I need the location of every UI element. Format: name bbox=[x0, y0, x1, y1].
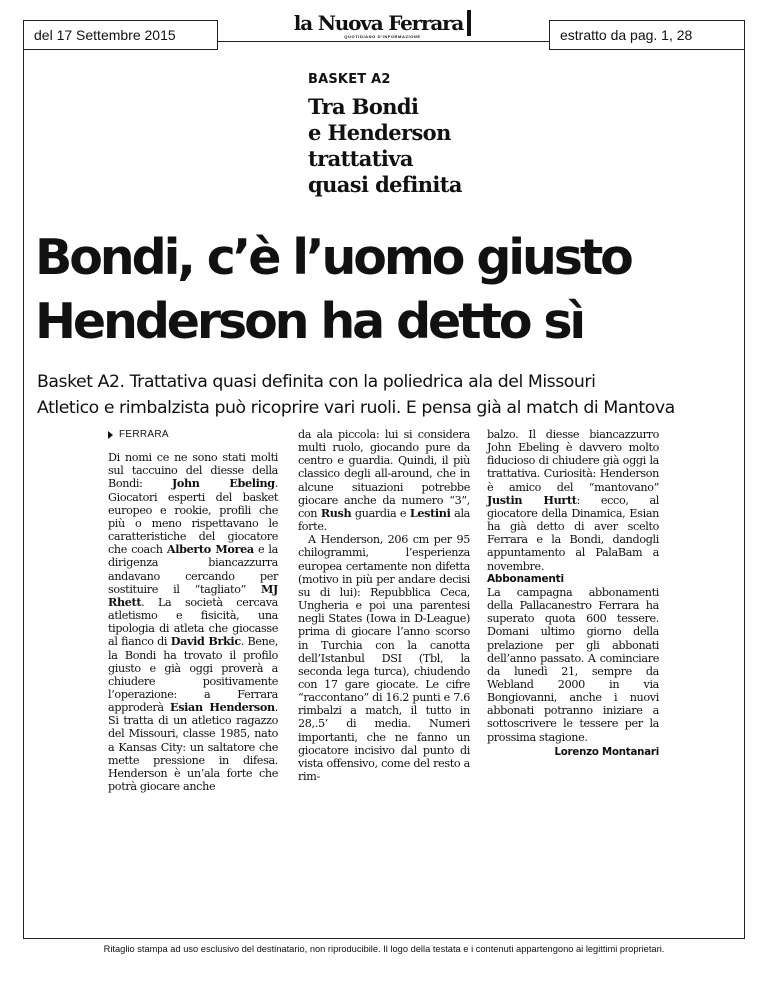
article-headline bbox=[35, 226, 755, 354]
extract-pages: estratto da pag. 1, 28 bbox=[560, 27, 693, 43]
masthead-subtitle: QUOTIDIANO D'INFORMAZIONE bbox=[344, 34, 421, 39]
summary-lead: Basket A2. bbox=[37, 372, 125, 392]
bold-name: David Brkic bbox=[170, 634, 241, 649]
clipping-date: del 17 Settembre 2015 bbox=[34, 27, 176, 43]
bold-name: Esian Henderson bbox=[170, 700, 275, 715]
text: . Bene, la Bondi ha trovato il profilo giusto e già oggi proverà a chiudere positivamente l’operazione: a Ferrara approderà bbox=[108, 635, 279, 715]
article-subhead bbox=[308, 94, 608, 198]
newspaper-masthead bbox=[290, 10, 475, 46]
bold-name: Rush bbox=[320, 505, 352, 520]
bold-name: Justin Hurtt bbox=[487, 492, 577, 507]
summary-line bbox=[37, 369, 752, 395]
text: . Si tratta di un atletico ragazzo del Missouri, classe 1985, nato a Kansas City: un saltatore che mette pressione in difesa. Henderson è un’ala forte che potrà giocare anche bbox=[108, 701, 278, 794]
text: Di nomi ce ne sono stati molti sul taccuino del diesse della Bondi: bbox=[108, 451, 278, 491]
bold-name: Alberto Morea bbox=[166, 542, 254, 557]
article-column-2 bbox=[298, 428, 470, 783]
bold-name: John Ebeling bbox=[171, 476, 275, 491]
headline-line: Bondi, c’è l’uomo giusto bbox=[35, 229, 631, 286]
summary-text: E pensa già al match di Mantova bbox=[400, 398, 675, 418]
text: da ala piccola: lui si considera multi ruolo, giocando pure da centro e guardia. Quindi, il più classico degli all-around, che in alcune situazioni potrebbe giocare anche da numero “3”, con bbox=[298, 428, 470, 520]
copyright-footer: Ritaglio stampa ad uso esclusivo del destinatario, non riproducibile. Il logo della testata e i contenuti appartengono ai legittimi proprietari. bbox=[103, 944, 665, 954]
article-summary bbox=[37, 369, 752, 421]
bold-name: Lestini bbox=[409, 505, 451, 520]
author-signature: Lorenzo Montanari bbox=[554, 746, 659, 758]
text: balzo. Il diesse biancazzurro John Ebeling è davvero molto fiducioso di chiudere già oggi la trattativa. Curiosità: Henderson è amico del “mantovano” bbox=[487, 428, 659, 494]
text: . Giocatori esperti del basket europeo e rookie, profili che più o meno rispettavano le caratteristiche del giocatore che coach bbox=[108, 477, 278, 557]
text: ala forte. bbox=[298, 506, 470, 534]
paragraph: A Henderson, 206 cm per 95 chilogrammi, l’esperienza europea certamente non difetta (motivo in più per andare decisi su di lui): Repubblica Ceca, Ungheria e poi una parentesi negli States (Iowa in D-League) prima di giocare l’anno scorso in Turchia con la canotta dell’Istanbul DSI (Tbl, la seconda lega turca), chiudendo con 17 gare giocate. Le cifre “raccontano” di 16.2 punti e 7.6 rimbalzi a match, il tutto in 28,.5’ di media. Numeri importanti, che ne fanno un giocatore incisivo dal punto di vista offensivo, come del resto a rim- bbox=[298, 533, 470, 784]
text: . La società cercava atletismo e fisicità, una tipologia di atleta che giocasse al fianco di bbox=[108, 595, 278, 649]
section-heading: Abbonamenti bbox=[487, 572, 564, 585]
paragraph bbox=[487, 428, 659, 573]
article-column-1 bbox=[108, 428, 278, 793]
subhead-line: trattativa bbox=[308, 146, 413, 171]
paragraph: La campagna abbonamenti della Pallacanestro Ferrara ha superato quota 600 tessere. Domani ultimo giorno della prelazione per gli abbonati dell’anno passato. A cominciare da lunedì 21, sempre da Webland 2000 in via Bongiovanni, anche i nuovi abbonati potranno iniziare a sottoscrivere le tessere per la prossima stagione. bbox=[487, 585, 659, 744]
summary-line bbox=[37, 395, 752, 421]
article-kicker: BASKET A2 bbox=[308, 72, 391, 87]
triangle-bullet-icon bbox=[108, 431, 113, 439]
summary-text: Trattativa quasi definita con la poliedrica ala del Missouri bbox=[124, 372, 596, 392]
subhead-line: quasi definita bbox=[308, 172, 462, 197]
location-tag bbox=[108, 428, 278, 441]
paragraph bbox=[298, 428, 470, 533]
headline-line: Henderson ha detto sì bbox=[35, 293, 584, 350]
summary-text: Atletico e rimbalzista può ricoprire vari ruoli. bbox=[37, 398, 401, 418]
date-box bbox=[23, 20, 218, 50]
location-label: FERRARA bbox=[119, 429, 169, 440]
masthead-logo: la Nuova Ferrara bbox=[294, 10, 471, 36]
text: e la dirigenza biancazzurra andavano cercando per sostituire il “tagliato” bbox=[108, 543, 278, 596]
bold-name: MJ Rhett bbox=[108, 581, 278, 609]
text: guardia e bbox=[351, 506, 410, 520]
text: : ecco, al giocatore della Dinamica, Esian ha già detto di aver scelto Ferrara e la Bondi, dandogli appuntamento al PalaBam a novembre. bbox=[487, 493, 659, 573]
subhead-line: e Henderson bbox=[308, 120, 451, 145]
subhead-line: Tra Bondi bbox=[308, 94, 419, 119]
article-column-3 bbox=[487, 428, 659, 759]
paragraph bbox=[108, 451, 278, 793]
extract-box bbox=[549, 20, 745, 50]
